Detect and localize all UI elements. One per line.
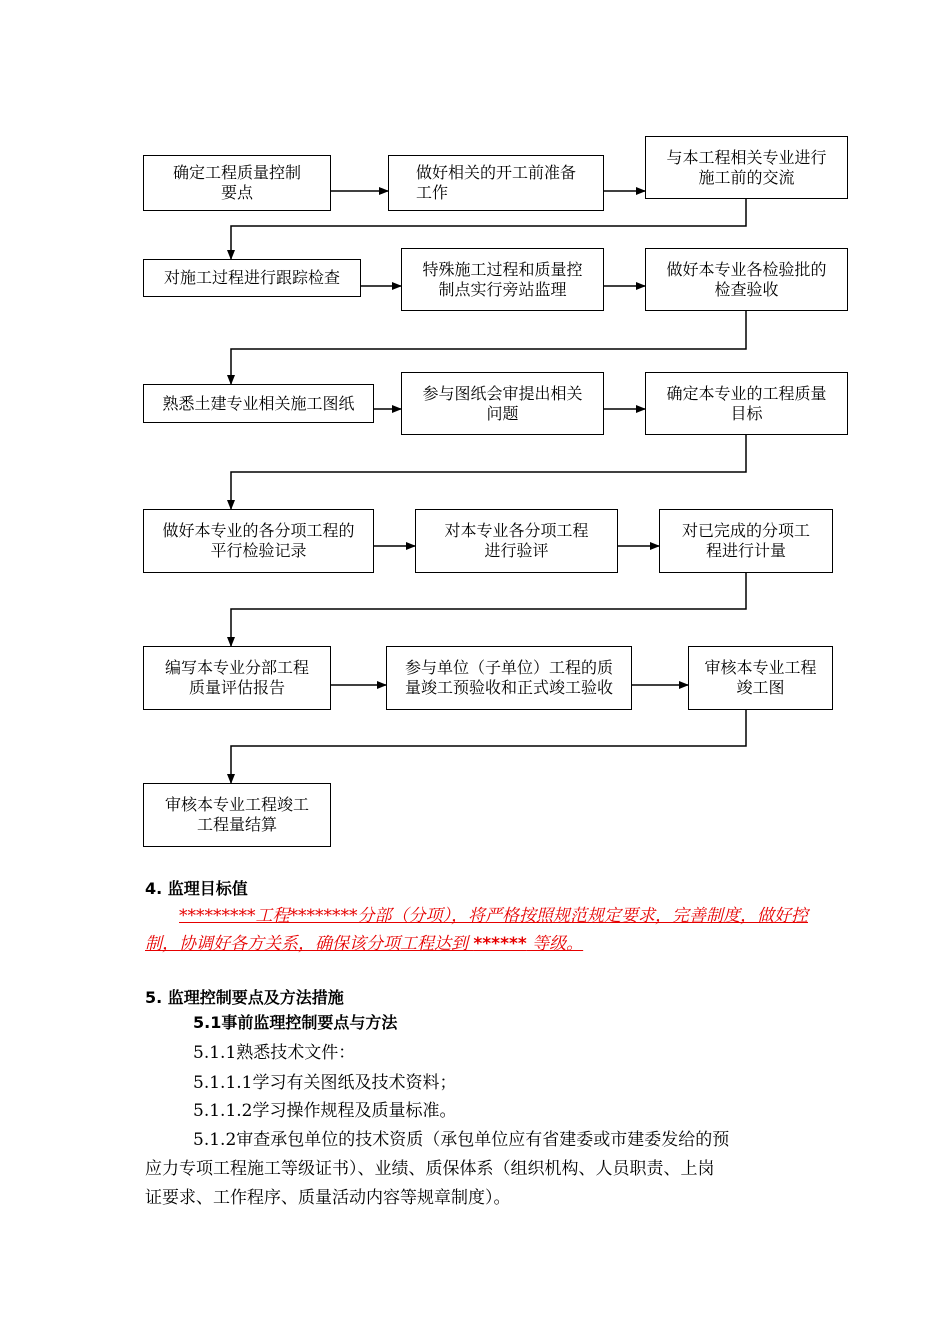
section-4-target-statement (145, 902, 815, 958)
flow-step-label: 编写本专业分部工程 质量评估报告 (164, 658, 309, 697)
flow-step-label: 参与单位（子单位）工程的质 量竣工预验收和正式竣工验收 (404, 658, 613, 697)
flow-step-12 (659, 509, 833, 573)
paragraph-5-1-1-2: 5.1.1.2学习操作规程及质量标准。 (193, 1101, 457, 1121)
paragraph-5-1-1: 5.1.1熟悉技术文件： (193, 1043, 356, 1063)
flow-step-label: 对本专业各分项工程 进行验评 (444, 521, 589, 560)
flow-step-7 (143, 384, 374, 423)
target-text: *********工程********分部（分项），将严格按照规范规定要求，完善制度，做好控制，协调好各方关系，确保该分项工程达到 (145, 906, 808, 954)
arrow (231, 709, 746, 783)
target-grade: ****** (473, 934, 527, 954)
flow-step-label: 对施工过程进行跟踪检查 (163, 268, 340, 287)
flow-step-label: 参与图纸会审提出相关 问题 (422, 383, 583, 423)
flow-step-16 (143, 783, 331, 847)
flow-step-4 (143, 259, 361, 297)
flow-step-2 (388, 155, 604, 211)
flow-step-9 (645, 372, 848, 435)
section-4-heading: 4. 监理目标值 (145, 879, 248, 898)
flow-step-10 (143, 509, 374, 573)
flow-step-label: 做好本专业的各分项工程的 平行检验记录 (162, 521, 355, 560)
subsection-5-1-heading: 5.1事前监理控制要点与方法 (193, 1013, 398, 1032)
paragraph-5-1-1-1: 5.1.1.1学习有关图纸及技术资料； (193, 1073, 457, 1093)
flow-step-14 (386, 646, 632, 710)
target-text-end: 等级。 (526, 934, 584, 954)
flow-step-3 (645, 136, 848, 199)
flow-step-label: 与本工程相关专业进行 施工前的交流 (666, 147, 827, 187)
section-5-heading: 5. 监理控制要点及方法措施 (145, 988, 344, 1007)
flow-step-label: 对已完成的分项工 程进行计量 (681, 521, 810, 560)
flow-step-11 (415, 509, 618, 573)
paragraph-5-1-2-line2: 应力专项工程施工等级证书）、业绩、质保体系（组织机构、人员职责、上岗 (145, 1159, 715, 1179)
flow-step-label: 做好本专业各检验批的 检查验收 (666, 259, 827, 299)
flow-step-label: 审核本专业工程 竣工图 (704, 658, 817, 697)
arrow (231, 572, 746, 646)
flow-step-label: 确定工程质量控制 要点 (172, 163, 301, 202)
flow-step-label: 熟悉土建专业相关施工图纸 (162, 393, 355, 413)
flow-step-label: 做好相关的开工前准备 工作 (415, 163, 576, 202)
flow-step-label: 确定本专业的工程质量 目标 (666, 383, 827, 423)
flow-step-15 (688, 646, 833, 710)
flow-step-5 (401, 248, 604, 311)
flow-step-13 (143, 646, 331, 710)
flow-step-label: 审核本专业工程竣工 工程量结算 (164, 795, 309, 834)
flow-step-6 (645, 248, 848, 311)
flow-step-1 (143, 155, 331, 211)
flow-step-8 (401, 372, 604, 435)
flow-step-label: 特殊施工过程和质量控 制点实行旁站监理 (422, 259, 583, 299)
paragraph-5-1-2-line3: 证要求、工作程序、质量活动内容等规章制度）。 (145, 1188, 511, 1208)
arrow (231, 435, 746, 509)
paragraph-5-1-2-line1: 5.1.2审查承包单位的技术资质（承包单位应有省建委或市建委发给的预 (193, 1130, 730, 1150)
